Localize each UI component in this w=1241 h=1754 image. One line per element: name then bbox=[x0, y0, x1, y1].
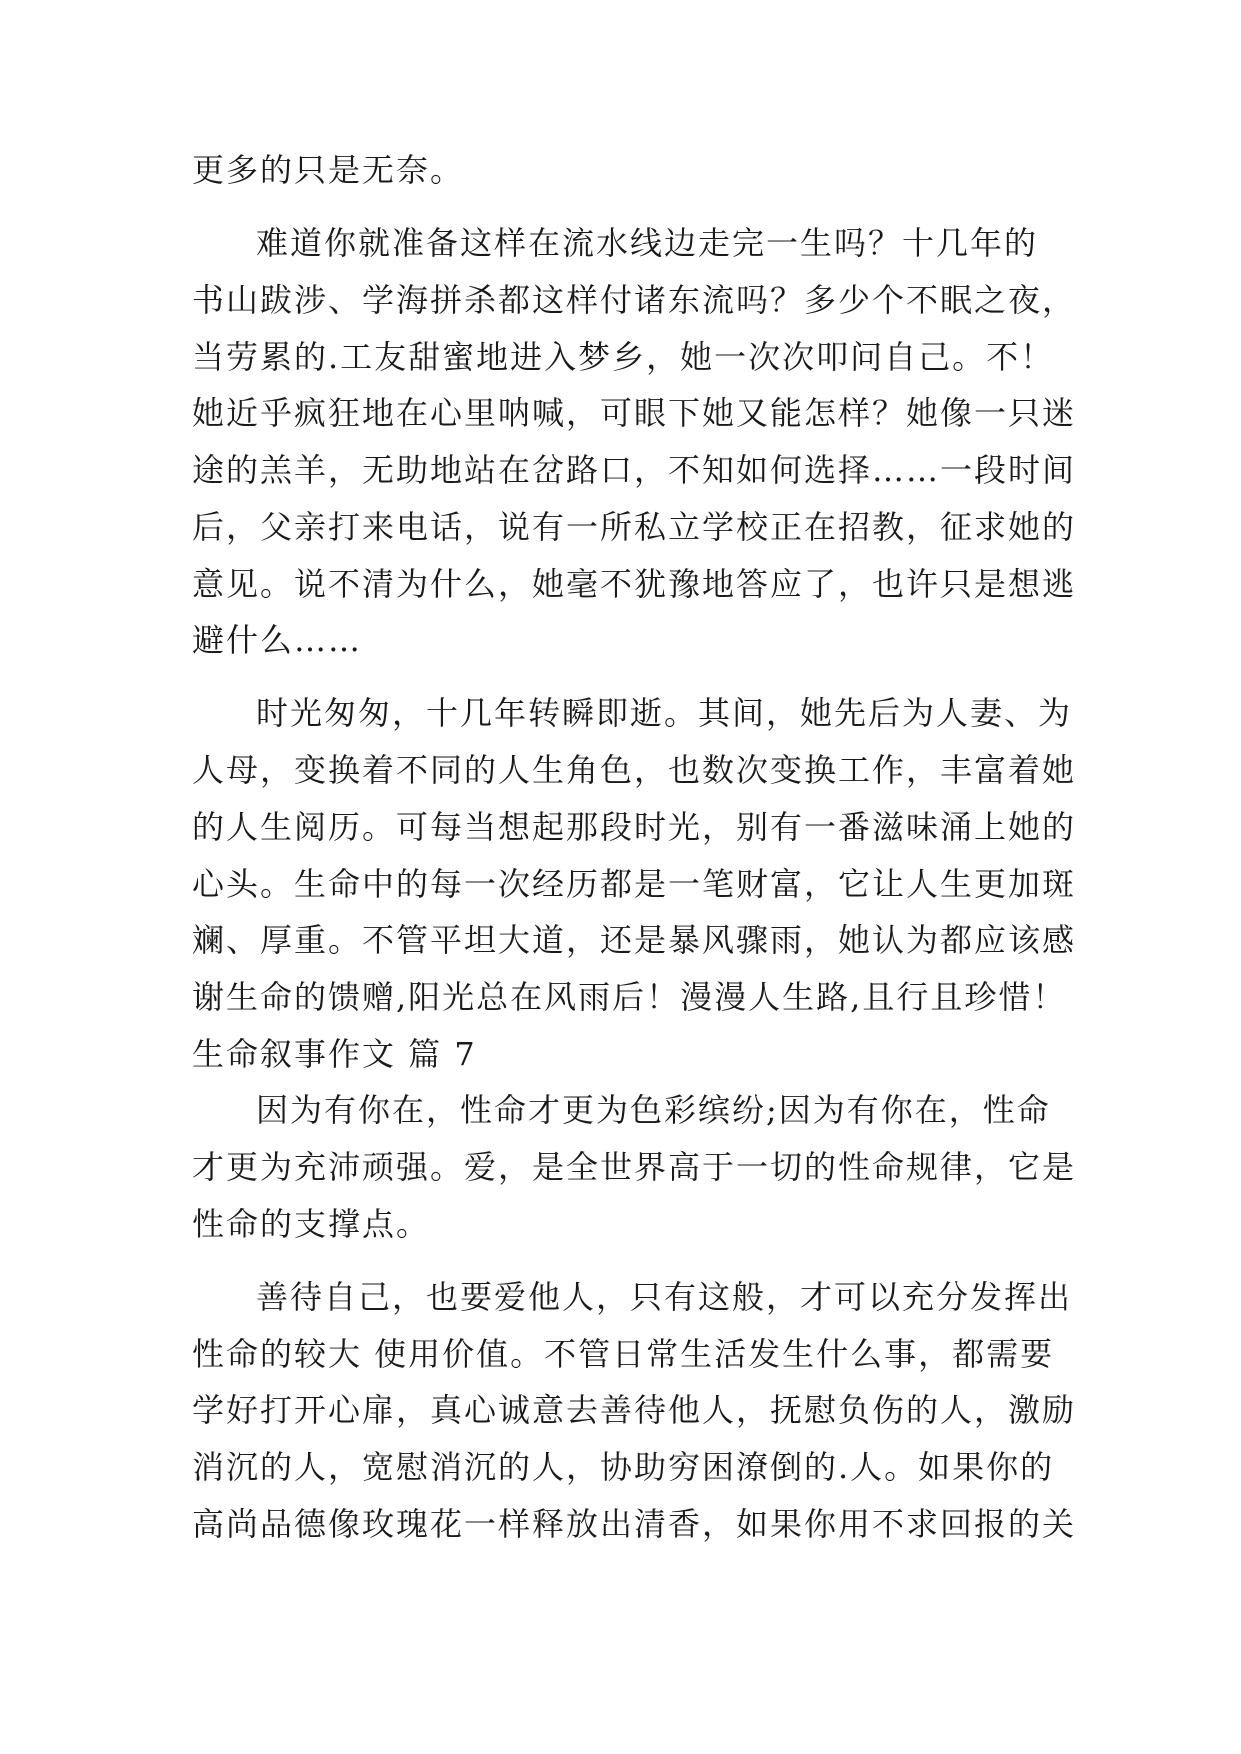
paragraph-first-line: 因为有你在，性命才更为色彩缤纷;因为有你在，性命 bbox=[256, 1091, 1051, 1129]
text-line: 消沉的人，宽慰消沉的人，协助穷困潦倒的.人。如果你的 bbox=[192, 1448, 1055, 1486]
text-line: 心头。生命中的每一次经历都是一笔财富，它让人生更加斑 bbox=[192, 865, 1077, 903]
text-line: 更多的只是无奈。 bbox=[192, 151, 465, 189]
text-line: 性命的较大 使用价值。不管日常生活发生什么事，都需要 bbox=[192, 1335, 1055, 1373]
text-line: 学好打开心扉，真心诚意去善待他人，抚慰负伤的人，激励 bbox=[192, 1391, 1077, 1429]
section-heading: 生命叙事作文 篇 7 bbox=[192, 1035, 477, 1073]
text-line: 后，父亲打来电话，说有一所私立学校正在招教，征求她的 bbox=[192, 508, 1077, 546]
text-line: 意见。说不清为什么，她毫不犹豫地答应了，也许只是想逃 bbox=[192, 565, 1077, 603]
text-line: 她近乎疯狂地在心里呐喊，可眼下她又能怎样？她像一只迷 bbox=[192, 394, 1077, 432]
text-line: 的人生阅历。可每当想起那段时光，别有一番滋味涌上她的 bbox=[192, 808, 1077, 846]
text-line: 斓、厚重。不管平坦大道，还是暴风骤雨，她认为都应该感 bbox=[192, 921, 1077, 959]
text-line: 高尚品德像玫瑰花一样释放出清香，如果你用不求回报的关 bbox=[192, 1505, 1077, 1543]
text-line: 当劳累的.工友甜蜜地进入梦乡，她一次次叩问自己。不！ bbox=[192, 338, 1055, 376]
paragraph-first-line: 善待自己，也要爱他人，只有这般，才可以充分发挥出 bbox=[256, 1278, 1073, 1316]
text-line: 书山跋涉、学海拼杀都这样付诸东流吗？多少个不眠之夜， bbox=[192, 281, 1077, 319]
text-line: 才更为充沛顽强。爱，是全世界高于一切的性命规律，它是 bbox=[192, 1148, 1077, 1186]
paragraph-first-line: 时光匆匆，十几年转瞬即逝。其间，她先后为人妻、为 bbox=[256, 694, 1073, 732]
text-line: 人母，变换着不同的人生角色，也数次变换工作，丰富着她 bbox=[192, 751, 1077, 789]
text-line: 谢生命的馈赠,阳光总在风雨后！漫漫人生路,且行且珍惜！ bbox=[192, 978, 1067, 1016]
paragraph-first-line: 难道你就准备这样在流水线边走完一生吗？十几年的 bbox=[256, 224, 1039, 262]
text-line: 途的羔羊，无助地站在岔路口，不知如何选择……一段时间 bbox=[192, 451, 1077, 489]
text-line: 性命的支撑点。 bbox=[192, 1205, 431, 1243]
text-line: 避什么…… bbox=[192, 621, 363, 659]
